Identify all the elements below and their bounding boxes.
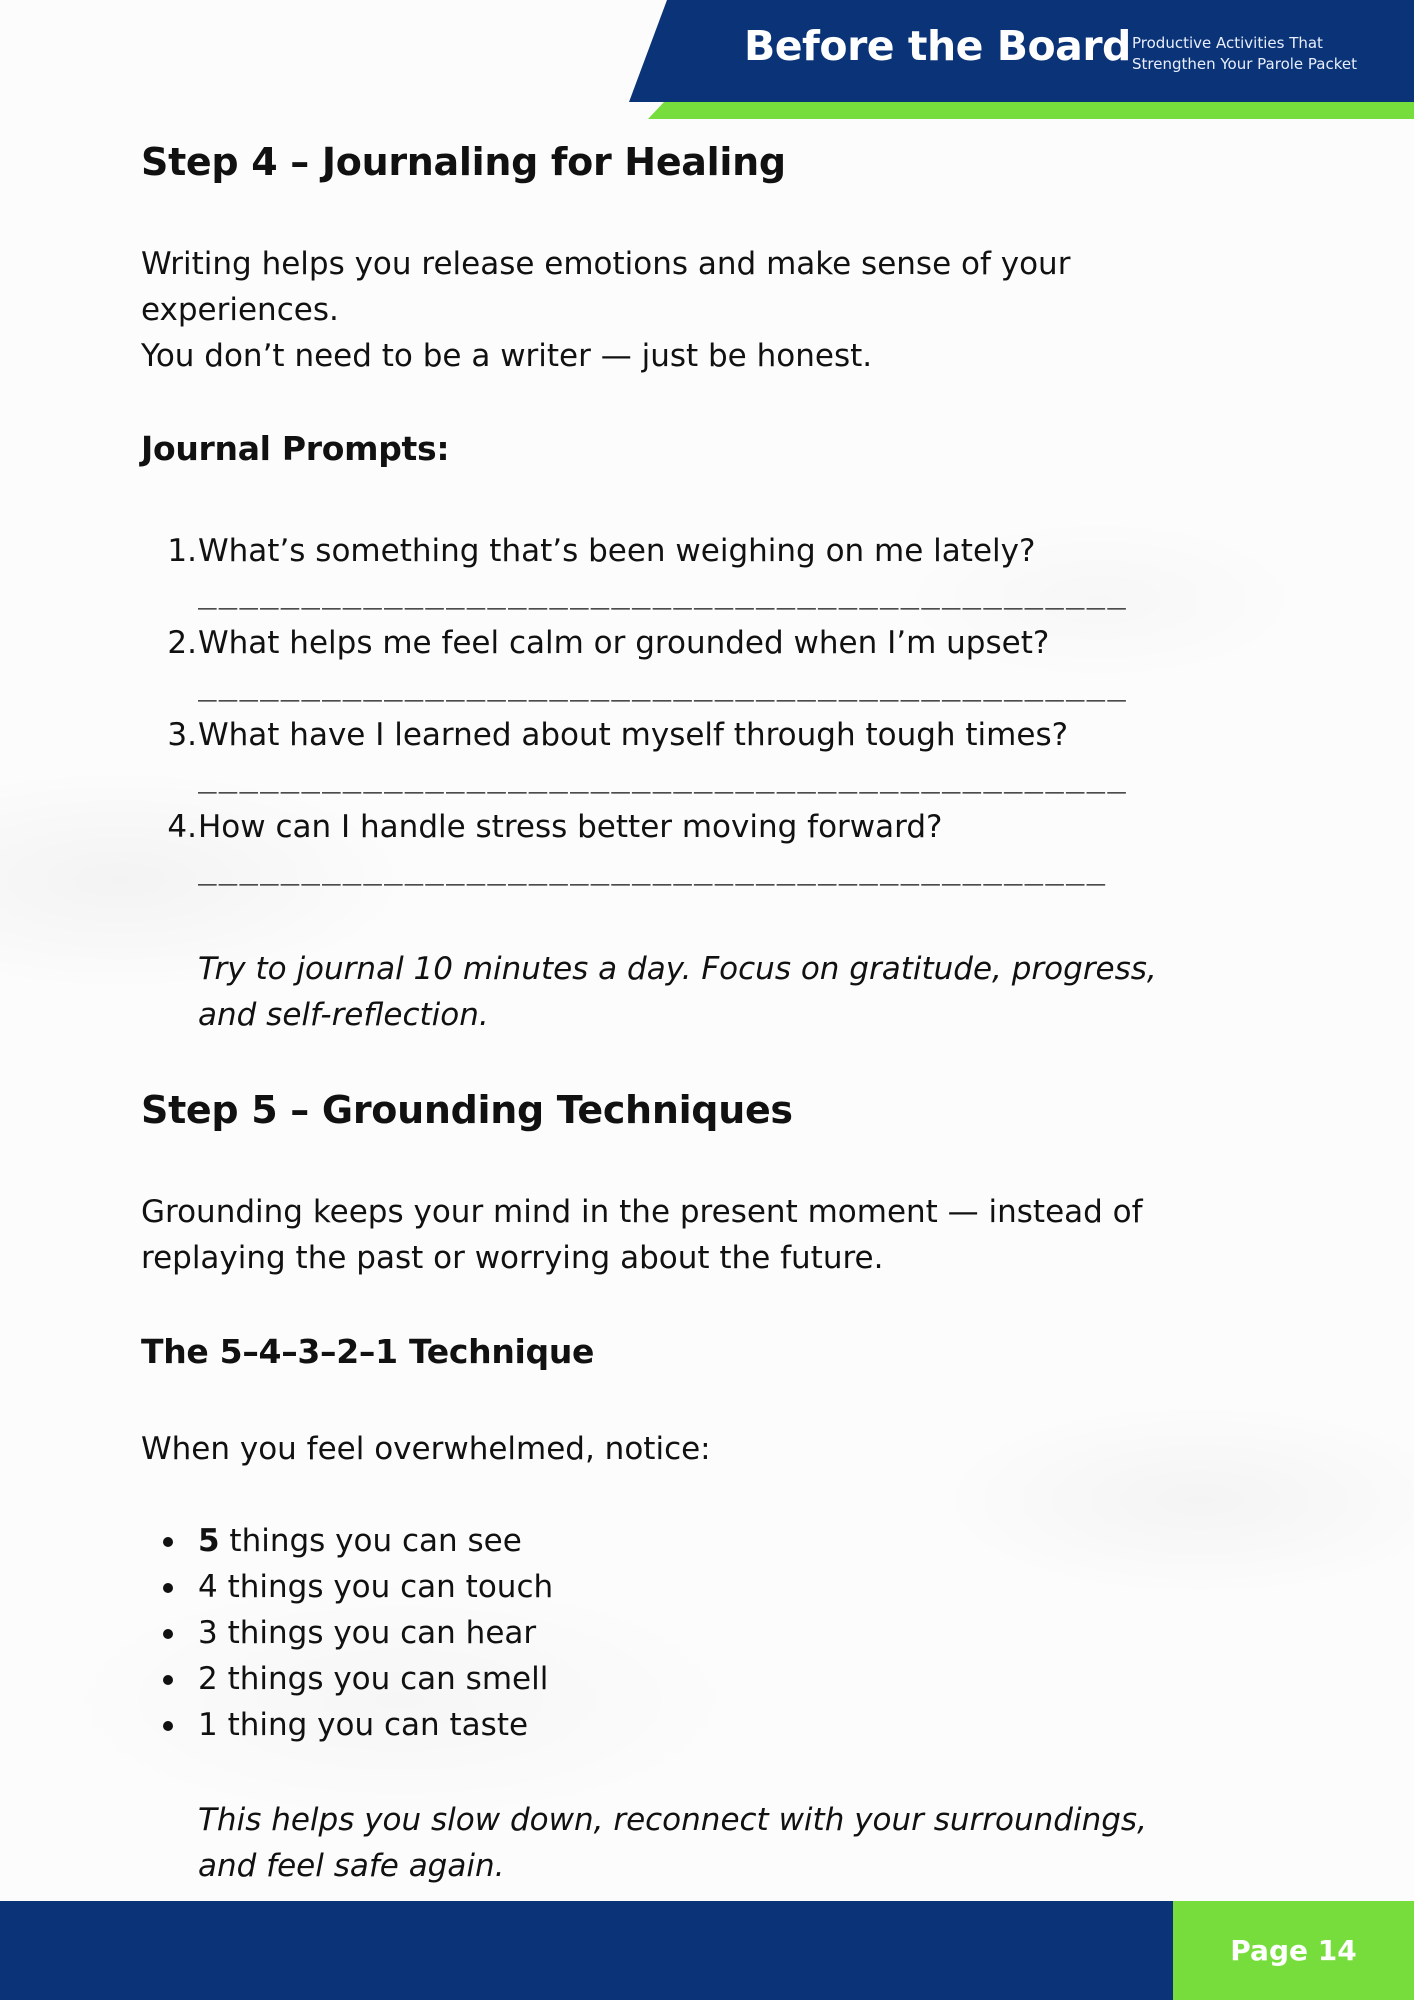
step5-intro-line1: Grounding keeps your mind in the present moment — instead of: [141, 1194, 1143, 1230]
header-title: Before the Board: [744, 22, 1131, 70]
prompt-text: How can I handle stress better moving forward?: [198, 809, 943, 845]
prompt-number: 3.: [167, 717, 197, 753]
prompt-number: 2.: [167, 625, 197, 661]
bullet-text: 4 things you can touch: [198, 1569, 554, 1605]
bullet-text: [198, 1518, 522, 1564]
bullet-text: 2 things you can smell: [198, 1661, 549, 1697]
bullet-dot: [163, 1537, 173, 1547]
prompt-text: What helps me feel calm or grounded when I’m upset?: [198, 625, 1050, 661]
step4-intro: [141, 241, 1241, 379]
step5-tip: [198, 1797, 1298, 1889]
prompt-answer-line[interactable]: _____________________________________________: [198, 666, 1128, 702]
step5-tip-line1: This helps you slow down, reconnect with your surroundings,: [198, 1802, 1147, 1838]
step4-intro-line1: Writing helps you release emotions and make sense of your: [141, 246, 1071, 282]
bullet-dot: [163, 1629, 173, 1639]
step4-tip-line2: and self-reflection.: [198, 997, 489, 1033]
step5-tip-line2: and feel safe again.: [198, 1848, 505, 1884]
technique-lead: When you feel overwhelmed, notice:: [141, 1431, 711, 1467]
bullet-text: 3 things you can hear: [198, 1615, 537, 1651]
bullet-text: 1 thing you can taste: [198, 1707, 529, 1743]
prompt-answer-line[interactable]: _____________________________________________: [198, 574, 1128, 610]
page-number: Page 14: [1173, 1901, 1414, 2000]
prompt-number: 4.: [167, 809, 197, 845]
prompt-number: 1.: [167, 533, 197, 569]
step4-tip: [198, 946, 1298, 1038]
step4-heading: Step 4 – Journaling for Healing: [141, 140, 786, 184]
list-item: [141, 712, 1291, 804]
bullet-dot: [163, 1583, 173, 1593]
list-item: [141, 528, 1291, 620]
prompt-answer-line[interactable]: _____________________________________________: [198, 758, 1128, 794]
technique-heading: The 5–4–3–2–1 Technique: [141, 1332, 595, 1371]
step5-intro: [141, 1189, 1241, 1281]
journal-prompts-list: [141, 528, 1291, 896]
step5-intro-line2: replaying the past or worrying about the future.: [141, 1240, 884, 1276]
step5-heading: Step 5 – Grounding Techniques: [141, 1088, 793, 1132]
step4-tip-line1: Try to journal 10 minutes a day. Focus on gratitude, progress,: [198, 951, 1157, 987]
prompt-text: What’s something that’s been weighing on me lately?: [198, 533, 1036, 569]
bullet-rest: things you can see: [219, 1523, 522, 1559]
bullet-dot: [163, 1675, 173, 1685]
header-accent-stripe: [648, 102, 1414, 119]
step4-intro-line3: You don’t need to be a writer — just be honest.: [141, 338, 873, 374]
prompt-text: What have I learned about myself through tough times?: [198, 717, 1069, 753]
journal-prompts-heading: Journal Prompts:: [141, 429, 450, 468]
list-item: [141, 804, 1291, 896]
prompt-answer-line[interactable]: ____________________________________________: [198, 850, 1108, 886]
bullet-dot: [163, 1721, 173, 1731]
header-subtitle-line2: Strengthen Your Parole Packet: [1132, 55, 1357, 73]
header-subtitle-line1: Productive Activities That: [1132, 34, 1323, 52]
bullet-bold-number: 5: [198, 1523, 220, 1559]
list-item: [141, 620, 1291, 712]
header-subtitle: [1132, 33, 1357, 75]
step4-intro-line2: experiences.: [141, 292, 339, 328]
